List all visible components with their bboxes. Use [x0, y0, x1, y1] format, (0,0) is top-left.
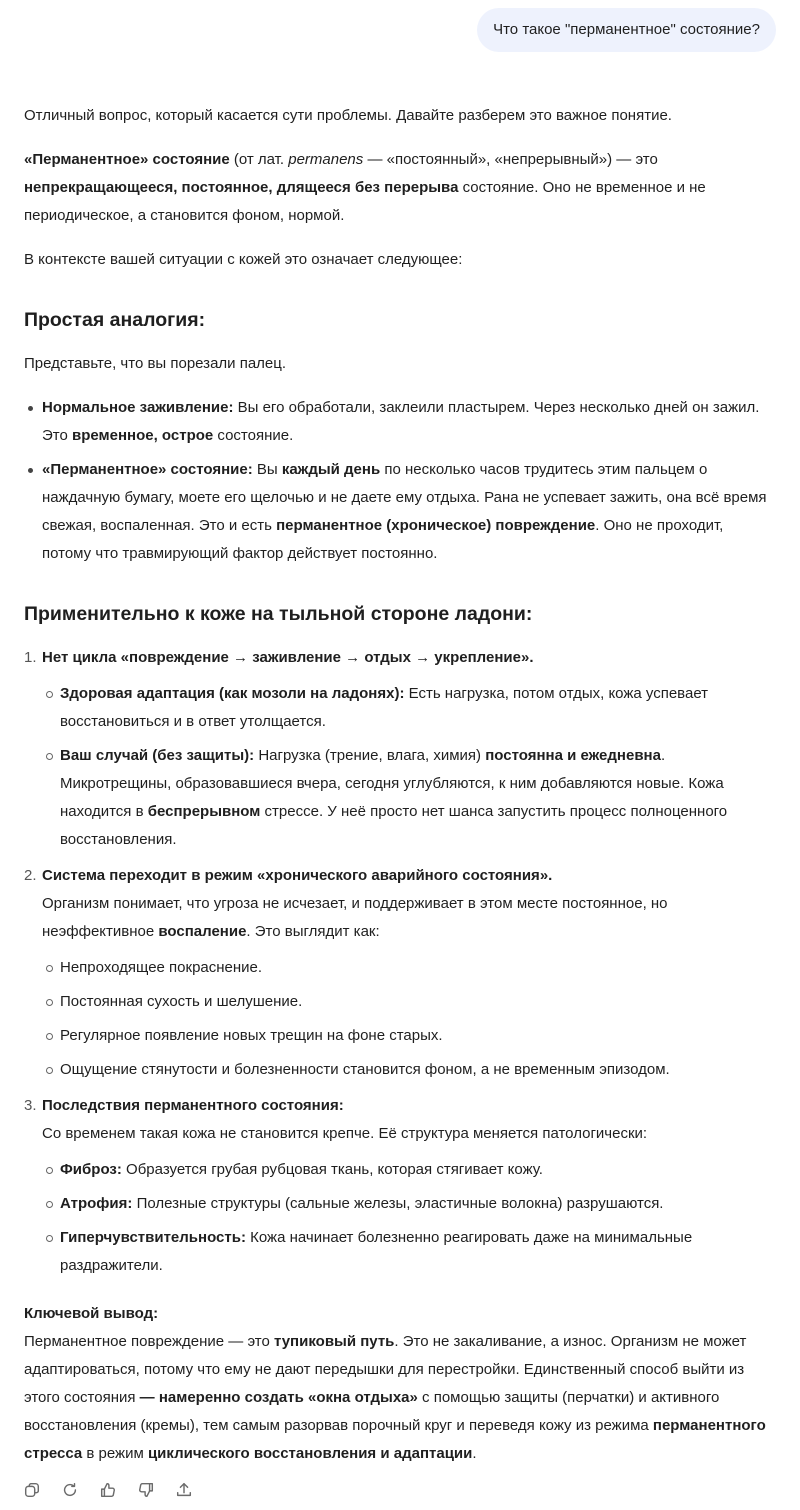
numbered-item: [24, 862, 776, 1084]
sub-list-item: [42, 1156, 776, 1184]
point-title: Система переходит в режим «хронического аварийного состояния».: [42, 867, 553, 884]
thumbs-down-button[interactable]: [136, 1478, 156, 1502]
conclusion-title-text: Ключевой вывод:: [24, 1305, 159, 1322]
item-text: по несколько часов трудитесь этим пальцем о наждачную бумагу, моете его щелочью и не даете ему отдыха. Рана не успевает зажить, она всё время свежая, воспаленная. Это и есть: [42, 461, 767, 534]
sub-list-item: [42, 1190, 776, 1218]
sub-list-item: Регулярное появление новых трещин на фоне старых.: [42, 1022, 776, 1050]
response-actions-toolbar: [22, 1478, 194, 1502]
item-number: 3.: [24, 1097, 37, 1114]
item-text: Кожа начинает болезненно реагировать даже на минимальные раздражители.: [60, 1229, 693, 1274]
item-label: Гиперчувствительность:: [60, 1229, 246, 1246]
latin-word: permanens: [288, 151, 364, 168]
analogy-list: [24, 394, 776, 568]
item-text: . Это не закаливание, а износ. Организм не может адаптироваться, потому что ему не дают передышки для перестройки. Единственный способ выйти из этого состояния: [24, 1333, 747, 1406]
item-label: Здоровая адаптация (как мозоли на ладонях):: [60, 685, 405, 702]
conclusion-title: [24, 1300, 776, 1328]
share-icon: [175, 1481, 193, 1499]
sub-list-item: [42, 742, 776, 854]
thumbs-up-icon: [99, 1481, 117, 1499]
item-label: Фиброз:: [60, 1161, 122, 1178]
sub-list: [42, 1156, 776, 1280]
list-item: [24, 456, 776, 568]
user-message-text: Что такое "перманентное" состояние?: [493, 21, 760, 38]
sub-list: [42, 954, 776, 1084]
sub-list-item: Постоянная сухость и шелушение.: [42, 988, 776, 1016]
skin-heading: Применительно к коже на тыльной стороне ладони:: [24, 603, 533, 625]
analogy-lead: Представьте, что вы порезали палец.: [24, 355, 287, 372]
skin-points-list: [24, 644, 776, 1280]
definition-text: (от лат.: [229, 151, 289, 168]
item-emphasis: перманентного стресса: [24, 1417, 766, 1462]
point-title: Нет цикла «повреждение → заживление → отдых → укрепление».: [42, 649, 534, 666]
definition-emphasis: непрекращающееся, постоянное, длящееся без перерыва: [24, 179, 459, 196]
item-text: стрессе. У неё просто нет шанса запустить процесс полноценного восстановления.: [60, 803, 728, 848]
definition-text: состояние. Оно не временное и не периодическое, а становится фоном, нормой.: [24, 179, 706, 224]
item-text: Образуется грубая рубцовая ткань, которая стягивает кожу.: [121, 1161, 543, 1178]
item-text: Вы: [252, 461, 282, 478]
definition-paragraph: [24, 146, 776, 230]
regenerate-button[interactable]: [60, 1478, 80, 1502]
sub-list: [42, 680, 776, 854]
item-text: .: [472, 1445, 477, 1462]
item-text: Нагрузка (трение, влага, химия): [254, 747, 486, 764]
item-emphasis: постоянна и ежедневна: [485, 747, 661, 764]
analogy-heading: Простая аналогия:: [24, 309, 206, 331]
copy-icon: [23, 1481, 41, 1499]
definition-term: «Перманентное» состояние: [24, 151, 230, 168]
list-item: [24, 394, 776, 450]
numbered-item: [24, 1092, 776, 1280]
item-text: Организм понимает, что угроза не исчезает, и поддерживает в этом месте постоянное, но неэффективное: [42, 895, 668, 940]
item-emphasis: циклического восстановления и адаптации: [147, 1445, 473, 1462]
item-text: Перманентное повреждение — это: [24, 1333, 274, 1350]
copy-button[interactable]: [22, 1478, 42, 1502]
regenerate-icon: [61, 1481, 79, 1499]
thumbs-down-icon: [137, 1481, 155, 1499]
numbered-item: [24, 644, 776, 854]
point-title: Последствия перманентного состояния:: [42, 1097, 344, 1114]
item-number: 2.: [24, 867, 37, 884]
point-body: Со временем такая кожа не становится крепче. Её структура меняется патологически:: [42, 1125, 648, 1142]
item-label: «Перманентное» состояние:: [42, 461, 253, 478]
assistant-response: [24, 102, 776, 1484]
item-emphasis: каждый день: [281, 461, 381, 478]
item-emphasis: временное, острое: [72, 427, 214, 444]
sub-list-item: Непроходящее покраснение.: [42, 954, 776, 982]
intro-paragraph: Отличный вопрос, который касается сути проблемы. Давайте разберем это важное понятие.: [24, 107, 672, 124]
item-text: . Оно не проходит, потому что травмирующий фактор действует постоянно.: [42, 517, 724, 562]
item-text: состояние.: [213, 427, 294, 444]
sub-list-item: [42, 680, 776, 736]
sub-list-item: Ощущение стянутости и болезненности становится фоном, а не временным эпизодом.: [42, 1056, 776, 1084]
item-emphasis: тупиковый путь: [274, 1333, 395, 1350]
share-button[interactable]: [174, 1478, 194, 1502]
item-text: . Микротрещины, образовавшиеся вчера, сегодня углубляются, к ним добавляются новые. Кожа находится в: [60, 747, 724, 820]
item-text: с помощью защиты (перчатки) и активного восстановления (кремы), тем самым разорвав порочный круг и переведя кожу из режима: [24, 1389, 720, 1434]
item-emphasis: воспаление: [158, 923, 247, 940]
thumbs-up-button[interactable]: [98, 1478, 118, 1502]
point-body: [42, 890, 776, 946]
user-message-bubble: [477, 8, 776, 52]
definition-text: — «постоянный», «непрерывный») — это: [363, 151, 658, 168]
item-number: 1.: [24, 649, 37, 666]
item-label: Ваш случай (без защиты):: [60, 747, 255, 764]
item-text: . Это выглядит как:: [246, 923, 380, 940]
item-text: Есть нагрузка, потом отдых, кожа успевает восстановиться и в ответ утолщается.: [60, 685, 709, 730]
conclusion-paragraph: [24, 1328, 776, 1468]
item-text: Полезные структуры (сальные железы, эластичные волокна) разрушаются.: [132, 1195, 664, 1212]
item-emphasis: беспрерывном: [147, 803, 261, 820]
item-text: в режим: [82, 1445, 148, 1462]
item-emphasis: — намеренно создать «окна отдыха»: [139, 1389, 418, 1406]
context-paragraph: В контексте вашей ситуации с кожей это означает следующее:: [24, 251, 463, 268]
item-emphasis: перманентное (хроническое) повреждение: [276, 517, 596, 534]
sub-list-item: [42, 1224, 776, 1280]
item-label: Нормальное заживление:: [42, 399, 234, 416]
item-text: Вы его обработали, заклеили пластырем. Через несколько дней он зажил. Это: [42, 399, 760, 444]
item-label: Атрофия:: [60, 1195, 133, 1212]
